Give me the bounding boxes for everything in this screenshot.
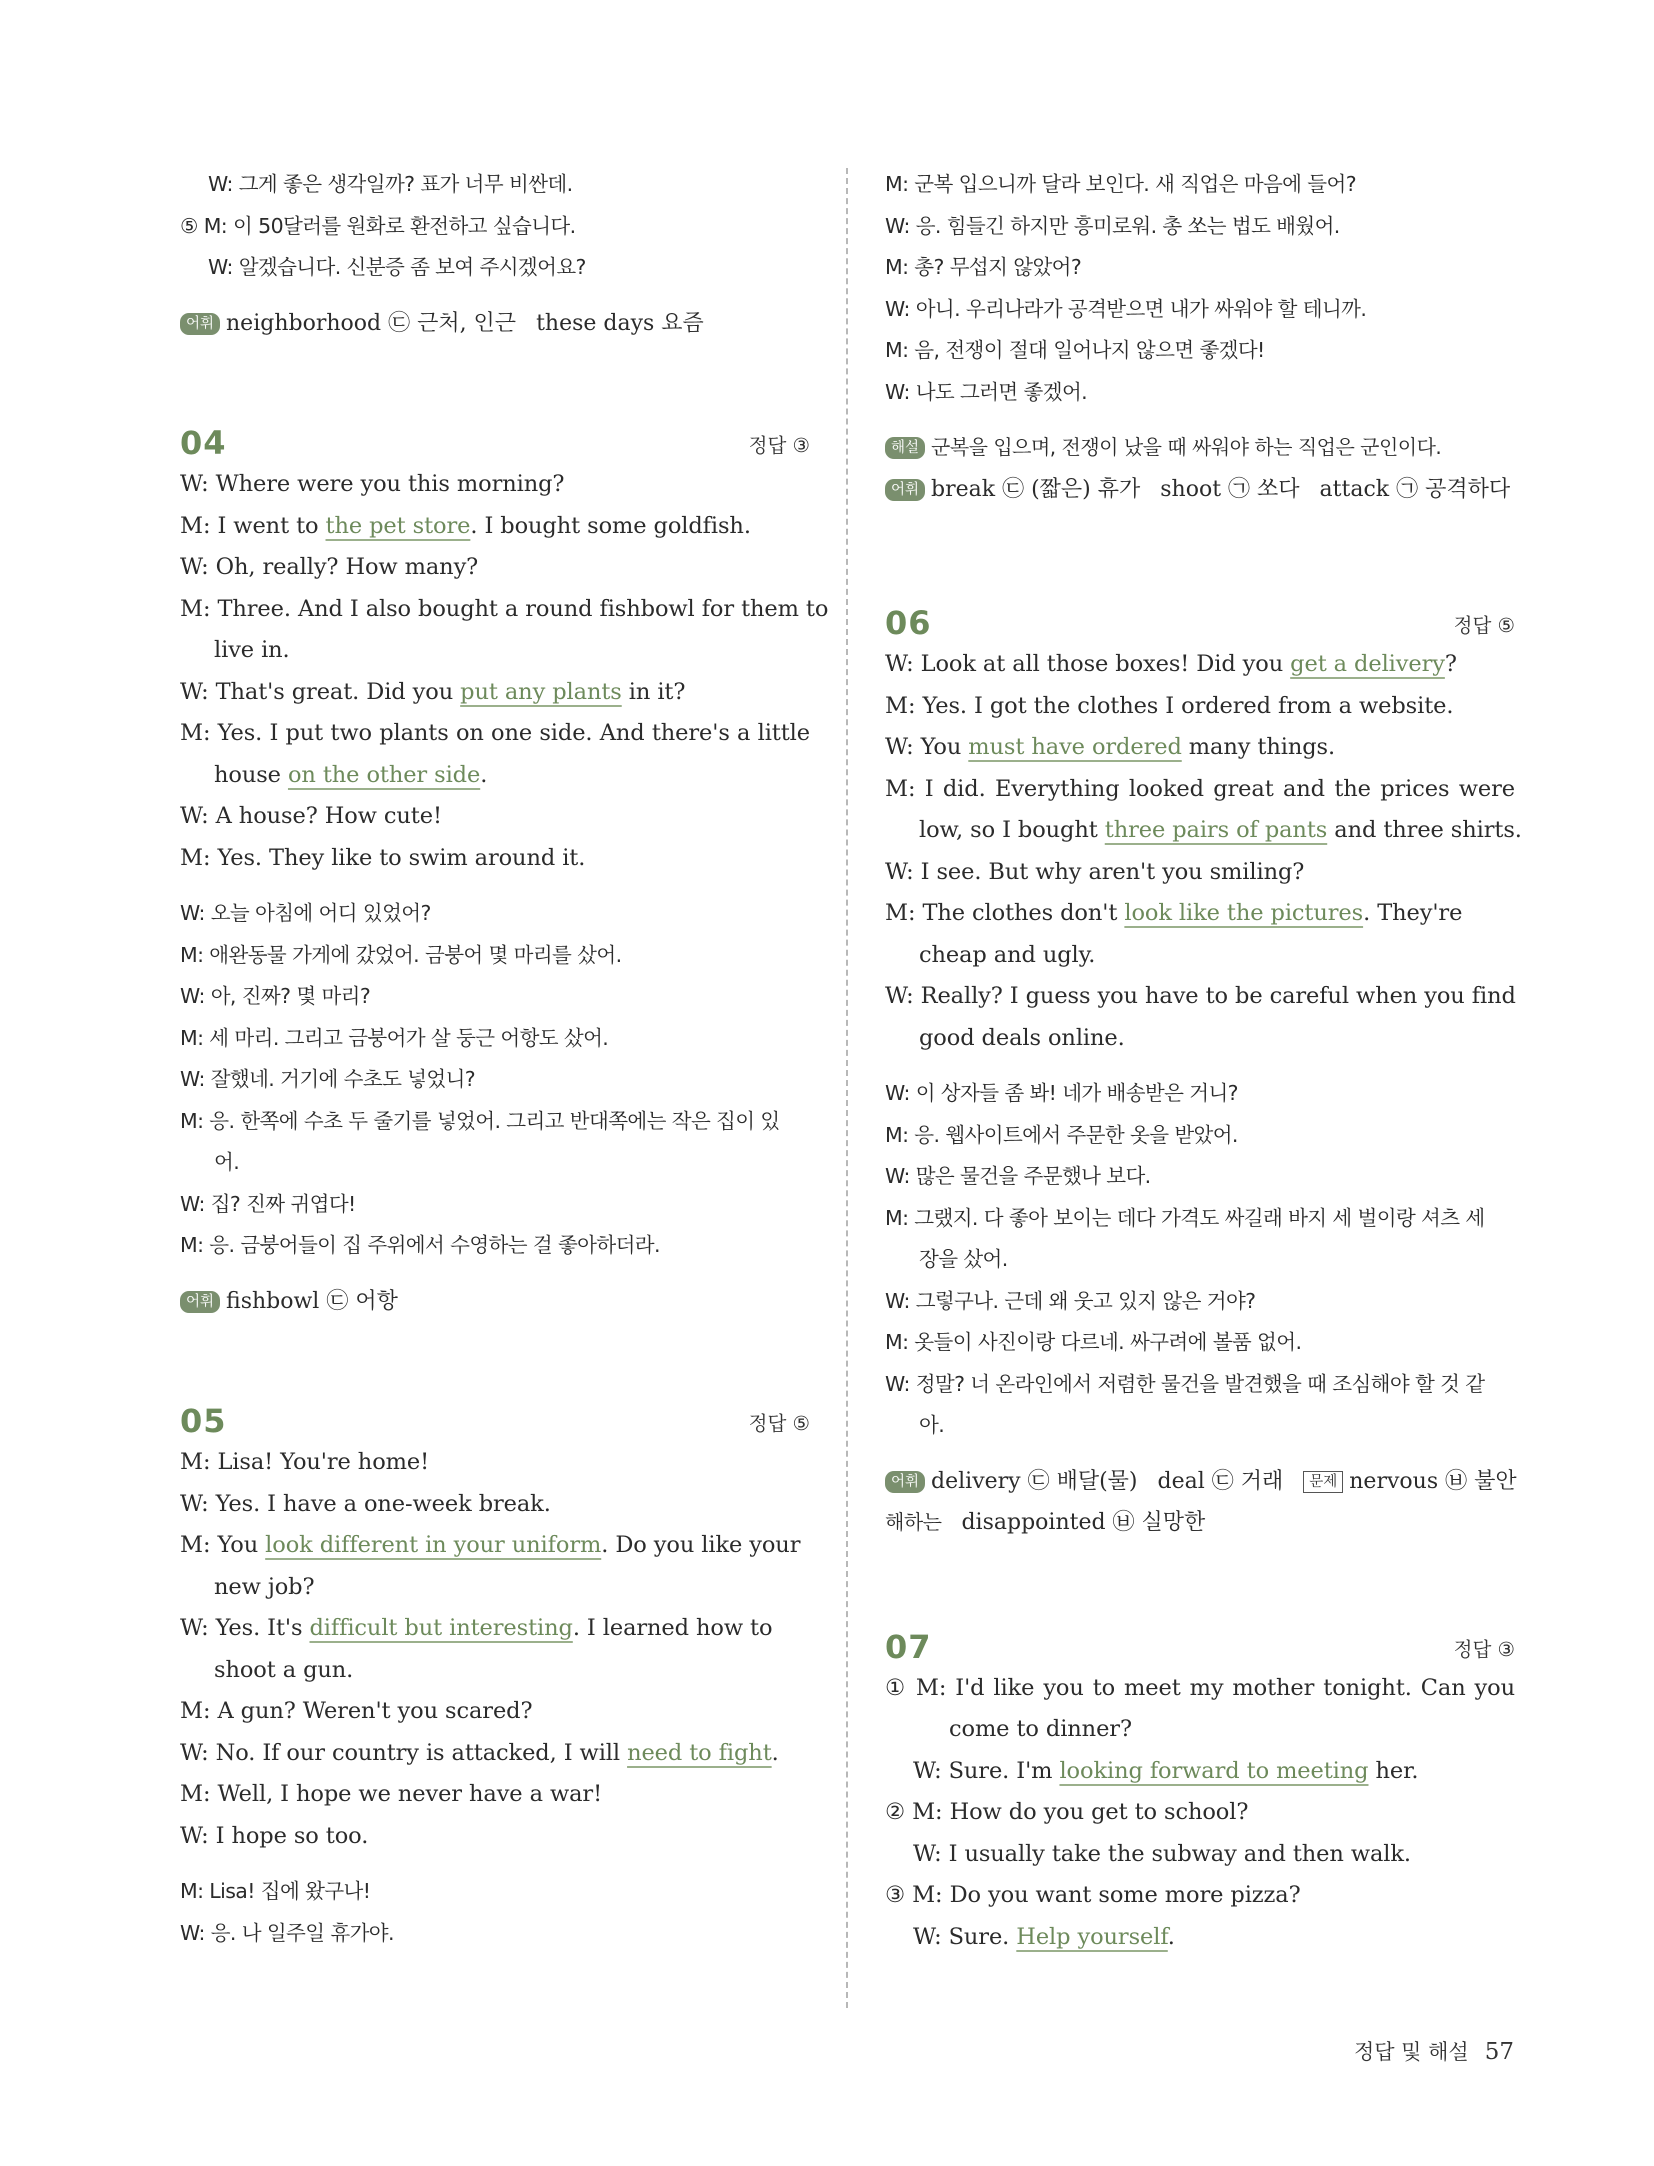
vocab-text: attack ㉠ 공격하다 bbox=[1319, 476, 1511, 502]
translation-line: M: Lisa! 집에 왔구나! bbox=[180, 1879, 371, 1903]
section-number: 04 bbox=[180, 424, 227, 462]
dialog-line: new job? bbox=[214, 1573, 315, 1600]
dialog-line: M: Yes. I put two plants on one side. And there's a little bbox=[180, 720, 810, 746]
translation-line: W: 나도 그러면 좋겠어. bbox=[885, 379, 1088, 404]
dialog-line: W: Look at all those boxes! Did you get a delivery? bbox=[885, 651, 1457, 677]
korean-translation bbox=[180, 893, 810, 1267]
dialog-line: W: I hope so too. bbox=[180, 1822, 369, 1849]
vocab-note bbox=[180, 303, 810, 345]
translation-line: W: 집? 진짜 귀엽다! bbox=[180, 1191, 356, 1216]
translation-line: W: 잘했네. 거기에 수초도 넣었니? bbox=[180, 1067, 476, 1091]
explanation-tag: 해설 bbox=[885, 437, 925, 459]
vocab-text: disappointed ㉥ 실망한 bbox=[961, 1510, 1206, 1535]
explanation-note bbox=[885, 427, 1515, 469]
section-number: 07 bbox=[885, 1627, 932, 1666]
vocab-text: fishbowl ㉢ 어항 bbox=[226, 1288, 398, 1314]
translation-line: M: 음, 전쟁이 절대 일어나지 않으면 좋겠다! bbox=[885, 338, 1265, 362]
translation-line: W: 정말? 너 온라인에서 저렴한 물건을 발견했을 때 조심해야 할 것 같 bbox=[885, 1371, 1485, 1396]
translation-line: M: 군복 입으니까 달라 보인다. 새 직업은 마음에 들어? bbox=[885, 172, 1356, 196]
answer-blank: three pairs of pants bbox=[1104, 817, 1328, 843]
answer-blank: Help yourself bbox=[1016, 1923, 1168, 1950]
korean-translation bbox=[885, 164, 1515, 413]
dialog-line: cheap and ugly. bbox=[919, 941, 1096, 968]
answer-label: 정답 ③ bbox=[1453, 1637, 1515, 1661]
dialog-line: W: Sure. Help yourself. bbox=[913, 1923, 1175, 1950]
vocab-note bbox=[885, 1461, 1515, 1503]
vocab-text: these days 요즘 bbox=[536, 310, 704, 336]
dialog-line: M: Lisa! You're home! bbox=[180, 1449, 430, 1475]
left-column bbox=[180, 164, 829, 1954]
answer-blank: must have ordered bbox=[968, 734, 1182, 760]
translation-line: W: 그렇구나. 근데 왜 웃고 있지 않은 거야? bbox=[885, 1288, 1256, 1313]
page-footer bbox=[1354, 2036, 1514, 2066]
translation-line: W: 응. 나 일주일 휴가야. bbox=[180, 1920, 394, 1945]
english-dialog bbox=[885, 1668, 1515, 1959]
footer-label: 정답 및 해설 bbox=[1353, 2040, 1469, 2064]
answer-label: 정답 ③ bbox=[748, 434, 810, 457]
dialog-line: W: Oh, really? How many? bbox=[180, 554, 479, 580]
translation-line: W: 오늘 아침에 어디 있었어? bbox=[180, 901, 431, 925]
dialog-line: M: Well, I hope we never have a war! bbox=[180, 1781, 603, 1807]
translation-line: M: 응. 금붕어들이 집 주위에서 수영하는 걸 좋아하더라. bbox=[180, 1233, 660, 1257]
vocab-note bbox=[180, 1281, 810, 1323]
section-number: 05 bbox=[180, 1402, 227, 1440]
vocab-note bbox=[885, 1502, 1515, 1544]
translation-line: M: 옷들이 사진이랑 다르네. 싸구려에 볼품 없어. bbox=[885, 1330, 1302, 1354]
vocab-tag: 어휘 bbox=[180, 1291, 220, 1313]
dialog-line: M: I went to the pet store. I bought some goldfish. bbox=[180, 512, 751, 539]
dialog-line: W: Yes. It's difficult but interesting. I learned how to bbox=[180, 1615, 773, 1641]
dialog-line: ⑤ M: 이 50달러를 원화로 환전하고 싶습니다. bbox=[180, 213, 576, 238]
korean-translation bbox=[180, 1871, 810, 1954]
dialog-line: ① M: I'd like you to meet my mother tonight. Can you bbox=[885, 1674, 1515, 1701]
translation-line: W: 아, 진짜? 몇 마리? bbox=[180, 984, 371, 1008]
translation-line: M: 총? 무섭지 않았어? bbox=[885, 255, 1082, 279]
dialog-line: W: 그게 좋은 생각일까? 표가 너무 비싼데. bbox=[208, 172, 573, 196]
section-header bbox=[885, 590, 1515, 644]
answer-blank: put any plants bbox=[460, 678, 622, 705]
translation-line: W: 응. 힘들긴 하지만 흥미로워. 총 쏘는 법도 배웠어. bbox=[885, 213, 1340, 238]
vocab-text: deal ㉢ 거래 bbox=[1157, 1468, 1284, 1494]
vocab-note bbox=[885, 469, 1515, 511]
answer-blank: the pet store bbox=[325, 512, 471, 539]
vocab-text: neighborhood ㉢ 근처, 인근 bbox=[226, 310, 517, 336]
dialog-line: W: Where were you this morning? bbox=[180, 471, 565, 497]
column-divider bbox=[846, 168, 848, 2008]
dialog-line: W: I usually take the subway and then walk. bbox=[913, 1840, 1411, 1867]
translation-line: M: 애완동물 가게에 갔었어. 금붕어 몇 마리를 샀어. bbox=[180, 942, 622, 967]
dialog-line: M: You look different in your uniform. Do you like your bbox=[180, 1532, 801, 1558]
vocab-text: 해하는 bbox=[885, 1510, 942, 1534]
vocab-text: nervous ㉥ 불안 bbox=[1349, 1468, 1517, 1494]
answer-blank: looking forward to meeting bbox=[1059, 1757, 1369, 1784]
vocab-tag: 어휘 bbox=[180, 313, 220, 335]
dialog-line: W: That's great. Did you put any plants in it? bbox=[180, 678, 686, 705]
korean-translation bbox=[885, 1073, 1515, 1447]
translation-line: M: 응. 웹사이트에서 주문한 옷을 받았어. bbox=[885, 1122, 1238, 1147]
dialog-line: ③ M: Do you want some more pizza? bbox=[885, 1882, 1301, 1908]
translation-line: W: 이 상자들 좀 봐! 네가 배송받은 거니? bbox=[885, 1081, 1238, 1105]
dialog-line: W: Yes. I have a one-week break. bbox=[180, 1490, 551, 1517]
answer-blank: look different in your uniform bbox=[265, 1532, 602, 1558]
dialog-line: good deals online. bbox=[919, 1024, 1125, 1051]
dialog-line: come to dinner? bbox=[949, 1716, 1132, 1742]
dialog-line: W: You must have ordered many things. bbox=[885, 734, 1336, 760]
answer-label: 정답 ⑤ bbox=[1453, 614, 1515, 637]
dialog-line: W: I see. But why aren't you smiling? bbox=[885, 858, 1305, 885]
answer-blank: get a delivery bbox=[1290, 651, 1445, 677]
right-column bbox=[885, 164, 1522, 1958]
translation-line: 어. bbox=[214, 1150, 240, 1174]
dialog-line: shoot a gun. bbox=[214, 1656, 354, 1683]
vocab-text: break ㉢ (짧은) 휴가 bbox=[931, 476, 1141, 502]
section-number: 06 bbox=[885, 604, 932, 642]
dialog-line: M: The clothes don't look like the pictures. They're bbox=[885, 900, 1463, 926]
answer-blank: look like the pictures bbox=[1124, 900, 1364, 926]
answer-blank: on the other side bbox=[287, 761, 481, 788]
section-header bbox=[885, 1614, 1515, 1668]
translation-line: W: 많은 물건을 주문했나 보다. bbox=[885, 1164, 1151, 1188]
explanation-text: 군복을 입으며, 전쟁이 났을 때 싸워야 하는 직업은 군인이다. bbox=[931, 435, 1442, 459]
answer-blank: need to fight bbox=[627, 1739, 772, 1766]
dialog-line: M: Yes. They like to swim around it. bbox=[180, 844, 586, 871]
dialog-line: W: No. If our country is attacked, I will need to fight. bbox=[180, 1739, 779, 1766]
dialog-line: W: Sure. I'm looking forward to meeting her. bbox=[913, 1757, 1419, 1784]
answer-blank: difficult but interesting bbox=[309, 1615, 573, 1641]
dialog-line: M: I did. Everything looked great and the prices were bbox=[885, 775, 1515, 802]
dialog-line: M: A gun? Weren't you scared? bbox=[180, 1698, 533, 1724]
english-dialog bbox=[180, 464, 829, 879]
translation-line: 아. bbox=[919, 1413, 945, 1437]
vocab-text: delivery ㉢ 배달(물) bbox=[931, 1468, 1138, 1494]
section-header bbox=[180, 410, 810, 464]
dialog-line: W: 알겠습니다. 신분증 좀 보여 주시겠어요? bbox=[208, 255, 586, 279]
dialog-line: ② M: How do you get to school? bbox=[885, 1799, 1249, 1825]
page-number: 57 bbox=[1484, 2039, 1514, 2065]
translation-line: M: 세 마리. 그리고 금붕어가 살 둥근 어항도 샀어. bbox=[180, 1025, 609, 1050]
answer-label: 정답 ⑤ bbox=[748, 1412, 810, 1435]
dialog-line: M: Yes. I got the clothes I ordered from a website. bbox=[885, 692, 1454, 719]
dialog-line: W: A house? How cute! bbox=[180, 803, 442, 829]
vocab-text: shoot ㉠ 쏘다 bbox=[1160, 476, 1300, 502]
dialog-line: W: Really? I guess you have to be careful when you find bbox=[885, 983, 1516, 1009]
translation-line: M: 그랬지. 다 좋아 보이는 데다 가격도 싸길래 바지 세 벌이랑 셔츠 세 bbox=[885, 1205, 1485, 1230]
translation-line: M: 응. 한쪽에 수초 두 줄기를 넣었어. 그리고 반대쪽에는 작은 집이 있 bbox=[180, 1108, 780, 1133]
section-header bbox=[180, 1388, 810, 1442]
english-dialog bbox=[180, 1442, 810, 1857]
dialog-line: low, so I bought three pairs of pants and three shirts. bbox=[919, 817, 1522, 843]
problem-tag: 문제 bbox=[1303, 1471, 1343, 1493]
vocab-tag: 어휘 bbox=[885, 1471, 925, 1493]
english-dialog bbox=[885, 644, 1522, 1059]
dialog-line: house on the other side. bbox=[214, 761, 488, 788]
dialog-line: M: Three. And I also bought a round fishbowl for them to bbox=[180, 595, 829, 622]
dialog-line: live in. bbox=[214, 637, 290, 663]
translation-line: W: 아니. 우리나라가 공격받으면 내가 싸워야 할 테니까. bbox=[885, 296, 1367, 321]
vocab-tag: 어휘 bbox=[885, 479, 925, 501]
translation-line: 장을 샀어. bbox=[919, 1247, 1008, 1271]
